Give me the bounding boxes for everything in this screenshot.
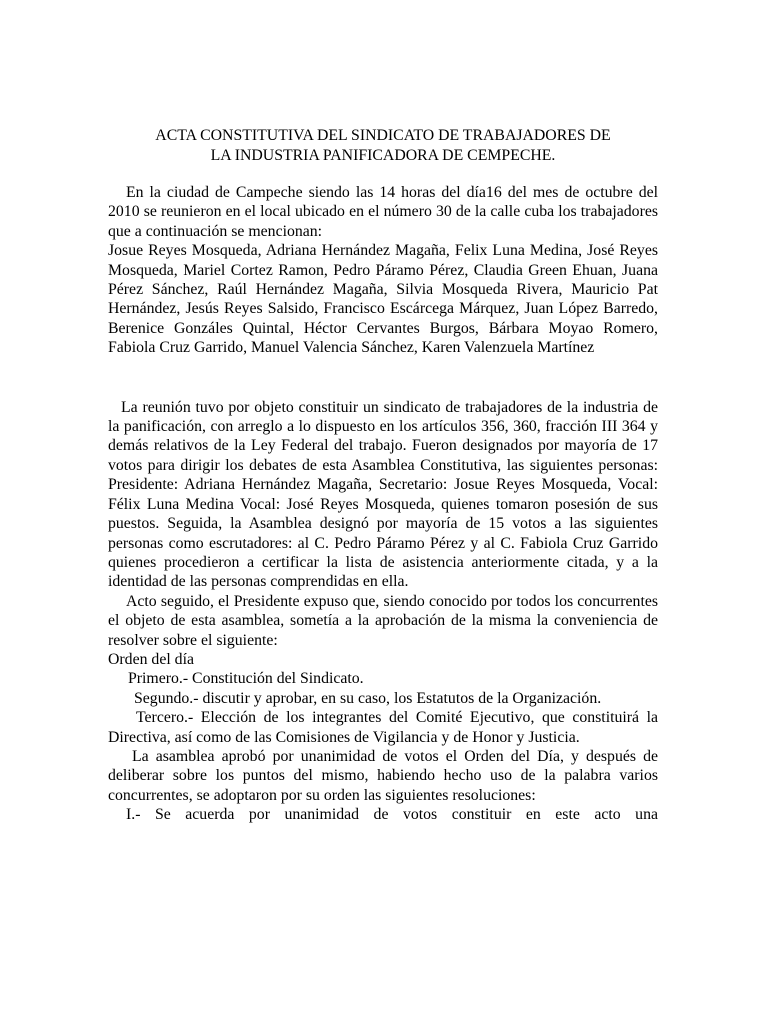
president-statement-paragraph: Acto seguido, el Presidente expuso que, siendo conocido por todos los concurrentes el objeto de esta asamblea, sometía a la aprobación de la misma la conveniencia de resolver sobre el siguiente: [108,592,658,649]
title-line-1: ACTA CONSTITUTIVA DEL SINDICATO DE TRABAJADORES DE [155,127,611,144]
attendees-paragraph: Josue Reyes Mosqueda, Adriana Hernández Magaña, Felix Luna Medina, José Reyes Mosqueda, Mariel Cortez Ramon, Pedro Páramo Pérez, Claudia Green Ehuan, Juana Pérez Sánchez, Raúl Hernández Magaña, Silvia Mosqueda Rivera, Mauricio Pat Hernández, Jesús Reyes Salsido, Francisco Escárcega Márquez, Juan López Barredo, Berenice Gonzáles Quintal, Héctor Cervantes Burgos, Bárbara Moyao Romero, Fabiola Cruz Garrido, Manuel Valencia Sánchez, Karen Valenzuela Martínez [108,242,658,357]
agenda-item-second: Segundo.- discutir y aprobar, en su caso, los Estatutos de la Organización. [134,689,602,707]
resolution-one: I.- Se acuerda por unanimidad de votos constituir en este acto una [126,806,658,824]
title-line-2: LA INDUSTRIA PANIFICADORA DE CEMPECHE. [210,147,556,164]
agenda-item-third: Tercero.- Elección de los integrantes del Comité Ejecutivo, que constituirá la Directiva, así como de las Comisiones de Vigilancia y de Honor y Justicia. [108,709,658,746]
document-body [108,126,658,825]
agenda-item-first: Primero.- Constitución del Sindicato. [128,670,364,688]
document-title [108,126,658,166]
intro-paragraph: En la ciudad de Campeche siendo las 14 horas del día16 del mes de octubre del 2010 se reunieron en el local ubicado en el número 30 de la calle cuba los trabajadores que a continuación se mencionan: [108,184,658,240]
meeting-purpose-paragraph: La reunión tuvo por objeto constituir un sindicato de trabajadores de la industria de la panificación, con arreglo a lo dispuesto en los artículos 356, 360, fracción III 364 y demás relativos de la Ley Federal del trabajo. Fueron designados por mayoría de 17 votos para dirigir los debates de esta Asamblea Constitutiva, las siguientes personas: Presidente: Adriana Hernández Magaña, Secretario: Josue Reyes Mosqueda, Vocal: Félix Luna Medina Vocal: José Reyes Mosqueda, quienes tomaron posesión de sus puestos. Seguida, la Asamblea designó por mayoría de 15 votos a las siguientes personas como escrutadores: al C. Pedro Páramo Pérez y al C. Fabiola Cruz Garrido quienes procedieron a certificar la lista de asistencia anteriormente citada, y a la identidad de las personas comprendidas en ella. [108,398,658,591]
agenda-heading: Orden del día [108,650,194,668]
assembly-approval-paragraph: La asamblea aprobó por unanimidad de votos el Orden del Día, y después de deliberar sobre los puntos del mismo, habiendo hecho uso de la palabra varios concurrentes, se adoptaron por su orden las siguientes resoluciones: [108,747,658,804]
